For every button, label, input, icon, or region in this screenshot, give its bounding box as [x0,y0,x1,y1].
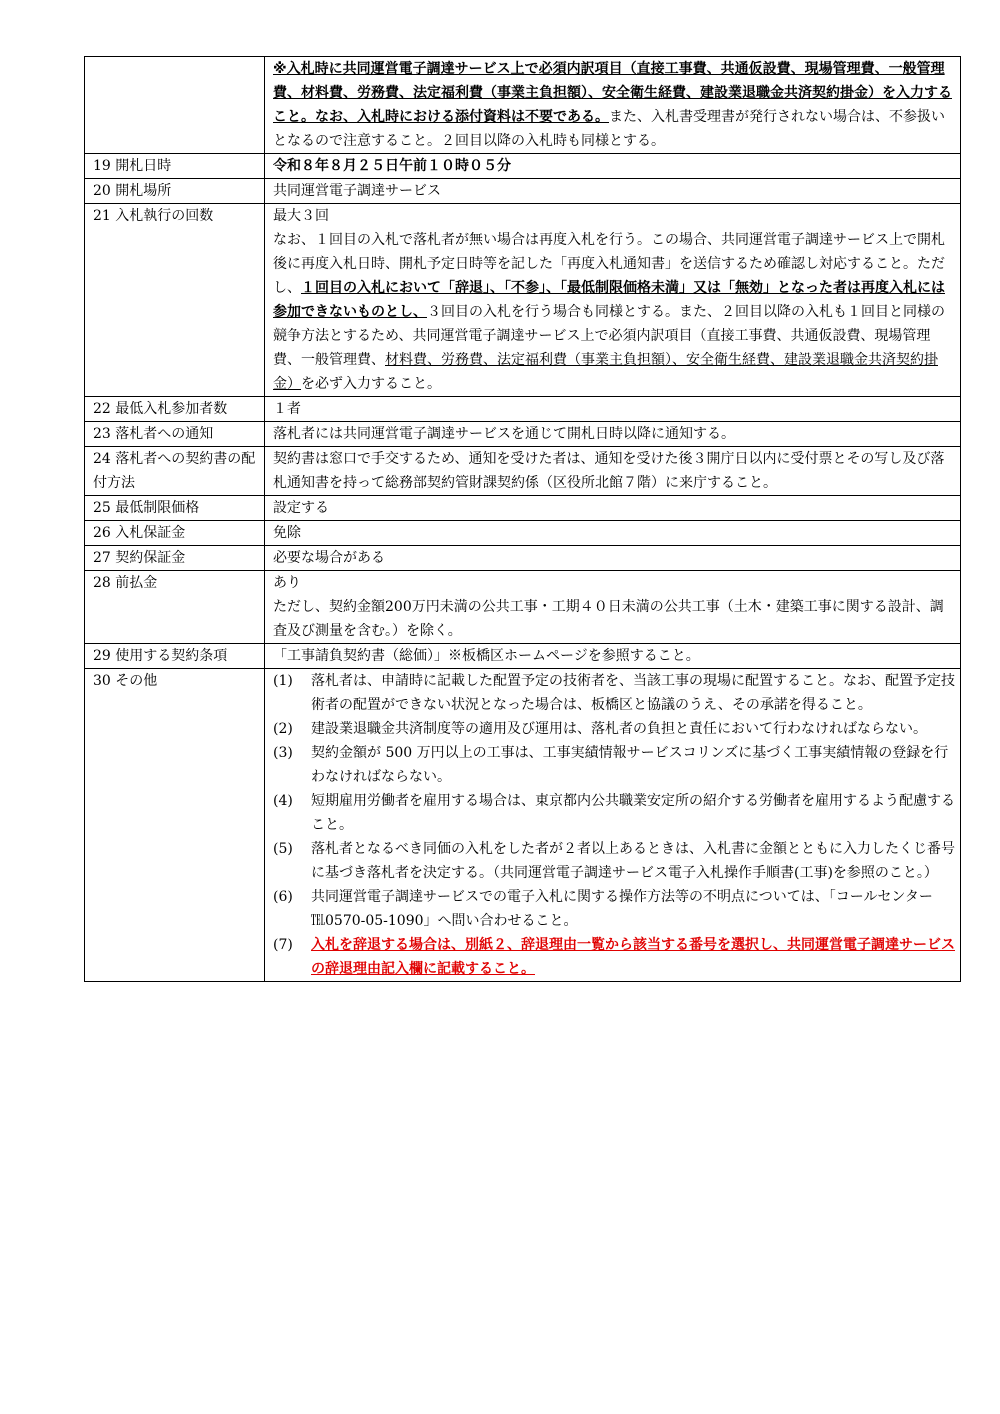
list-item [273,669,955,717]
contract-terms: 「工事請負契約書（総価）」※板橋区ホームページを参照すること。 [265,644,961,669]
item-number: (5) [273,841,293,857]
table-row [85,496,961,521]
item-number: (7) [273,937,293,953]
table-row [85,447,961,496]
table-row [85,644,961,669]
row-label: 25 最低制限価格 [85,496,265,521]
list-item [273,789,955,837]
table-row [85,571,961,644]
opening-datetime: 令和８年８月２５日午前１０時０５分 [265,154,961,179]
row-content [265,57,961,154]
row-label: 26 入札保証金 [85,521,265,546]
row-label: 21 入札執行の回数 [85,204,265,397]
item-number: (4) [273,793,293,809]
item-text: 落札者は、申請時に記載した配置予定の技術者を、当該工事の現場に配置すること。なお、配置予定技術者の配置ができない状況となった場合は、板橋区と協議のうえ、その承諾を得ること。 [311,673,955,713]
other-items-list [273,669,955,981]
item-number: (2) [273,721,293,737]
rebid-items: 材料費、労務費、法定福利費（事業主負担額）、安全衛生経費、建設業退職金共済契約掛金） [273,352,938,392]
item-text: 契約金額が 500 万円以上の工事は、工事実績情報サービスコリンズに基づく工事実績情報の登録を行わなければならない。 [311,745,949,785]
table-row [85,397,961,422]
table-row [85,57,961,154]
rebid-notice [273,228,955,396]
min-price: 設定する [265,496,961,521]
table-row [85,154,961,179]
list-item [273,837,955,885]
table-row [85,521,961,546]
row-label: 22 最低入札参加者数 [85,397,265,422]
contract-deposit: 必要な場合がある [265,546,961,571]
item-text: 共同運営電子調達サービスでの電子入札に関する操作方法等の不明点については、「コールセンター ℡0570-05-1090」へ問い合わせること。 [311,889,947,929]
item-number: (3) [273,745,293,761]
item-number: (1) [273,673,293,689]
item-text: 建設業退職金共済制度等の適用及び運用は、落札者の負担と責任において行わなければならない。 [311,721,927,737]
rebid-text-3: を必ず入力すること。 [301,376,441,392]
withdrawal-notice: 入札を辞退する場合は、別紙２、辞退理由一覧から該当する番号を選択し、共同運営電子調達サービスの辞退理由記入欄に記載すること。 [311,937,955,977]
row-label: 24 落札者への契約書の配付方法 [85,447,265,496]
item-number: (6) [273,889,293,905]
rebid-text-1: なお、１回目の入札で落札者が無い場合は再度入札を行う。この場合、共同運営電子調達サービス上で開札後に再度入札日時、開札予定日時等を記した「再度入札通知書」を送信するため確認し対応すること。ただし、 [273,232,945,296]
row-label: 20 開札場所 [85,179,265,204]
opening-place: 共同運営電子調達サービス [265,179,961,204]
table-row [85,204,961,397]
item-text: 落札者となるべき同価の入札をした者が２者以上あるときは、入札書に金額とともに入力したくじ番号に基づき落札者を決定する。（共同運営電子調達サービス電子入札操作手順書(工事)を参照のこと。） [311,841,955,881]
row-label: 28 前払金 [85,571,265,644]
row-content [265,204,961,397]
row-content [265,571,961,644]
conditions-table [84,56,961,982]
receipt-notice: また、入札書受理書が発行されない場合は、不参扱いとなるので注意すること。２回目以降の入札時も同様とする。 [273,109,945,149]
row-label: 23 落札者への通知 [85,422,265,447]
row-content [265,669,961,982]
winner-notice: 落札者には共同運営電子調達サービスを通じて開札日時以降に通知する。 [265,422,961,447]
rebid-restriction: １回目の入札において「辞退」、「不参」、「最低制限価格未満」又は「無効」となった者は再度入札には参加できないものとし、 [273,280,945,320]
list-item [273,717,955,741]
row-label: 27 契約保証金 [85,546,265,571]
table-row [85,669,961,982]
max-rounds: 最大３回 [273,208,329,224]
rebid-text-2: ３回目の入札を行う場合も同様とする。また、２回目以降の入札も１回目と同様の競争方法とするため、共同運営電子調達サービス上で必須内訳項目（直接工事費、共通仮設費、現場管理費、一般管理費、 [273,304,945,368]
contract-distribution: 契約書は窓口で手交するため、通知を受けた者は、通知を受けた後３開庁日以内に受付票とその写し及び落札通知書を持って総務部契約管財課契約係（区役所北館７階）に来庁すること。 [265,447,961,496]
advance-payment: あり [273,575,301,591]
row-label: 19 開札日時 [85,154,265,179]
bid-deposit: 免除 [265,521,961,546]
list-item [273,885,955,933]
row-label: 30 その他 [85,669,265,982]
row-label: 29 使用する契約条項 [85,644,265,669]
item-text: 短期雇用労働者を雇用する場合は、東京都内公共職業安定所の紹介する労働者を雇用するよう配慮すること。 [311,793,955,833]
min-bidders: １者 [265,397,961,422]
row-label [85,57,265,154]
required-items-notice: ※入札時に共同運営電子調達サービス上で必須内訳項目（直接工事費、共通仮設費、現場管理費、一般管理費、材料費、労務費、法定福利費（事業主負担額）、安全衛生経費、建設業退職金共済契約掛金）を入力すること。なお、入札時における添付資料は不要である。 [273,61,952,125]
advance-payment-exception: ただし、契約金額200万円未満の公共工事・工期４０日未満の公共工事（土木・建築工事に関する設計、調査及び測量を含む。）を除く。 [273,599,944,639]
table-row [85,546,961,571]
list-item [273,741,955,789]
list-item [273,933,955,981]
table-row [85,179,961,204]
table-row [85,422,961,447]
